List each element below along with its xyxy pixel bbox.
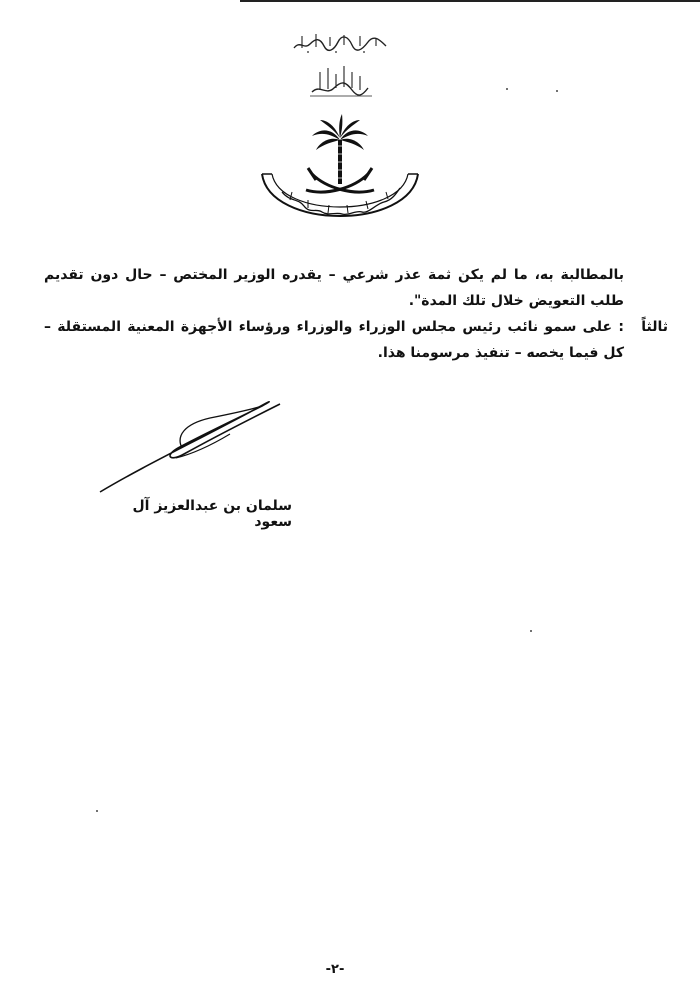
signatory-name: سلمان بن عبدالعزيز آل سعود xyxy=(132,498,292,530)
scan-speck xyxy=(530,630,532,632)
decree-paragraph-1: بالمطالبة به، ما لم يكن ثمة عذر شرعي – يقدره الوزير المختص – حال دون تقديم طلب التعويض خلال تلك المدة". xyxy=(44,267,624,309)
top-border-rule xyxy=(240,0,700,2)
item-marker-third: ثالثاً xyxy=(641,319,668,335)
saudi-emblem xyxy=(250,62,430,242)
scan-speck xyxy=(556,90,558,92)
decree-paragraph-2: : على سمو نائب رئيس مجلس الوزراء والوزراء ورؤساء الأجهزة المعنية المستقلة – كل فيما يخصه – تنفيذ مرسومنا هذا. xyxy=(44,319,624,361)
basmala-calligraphy xyxy=(290,30,390,56)
page-number: -٢- xyxy=(325,962,345,977)
shahada-calligraphy xyxy=(310,66,372,96)
scan-speck xyxy=(96,810,98,812)
scan-speck xyxy=(506,88,508,90)
handwritten-signature xyxy=(80,388,320,498)
